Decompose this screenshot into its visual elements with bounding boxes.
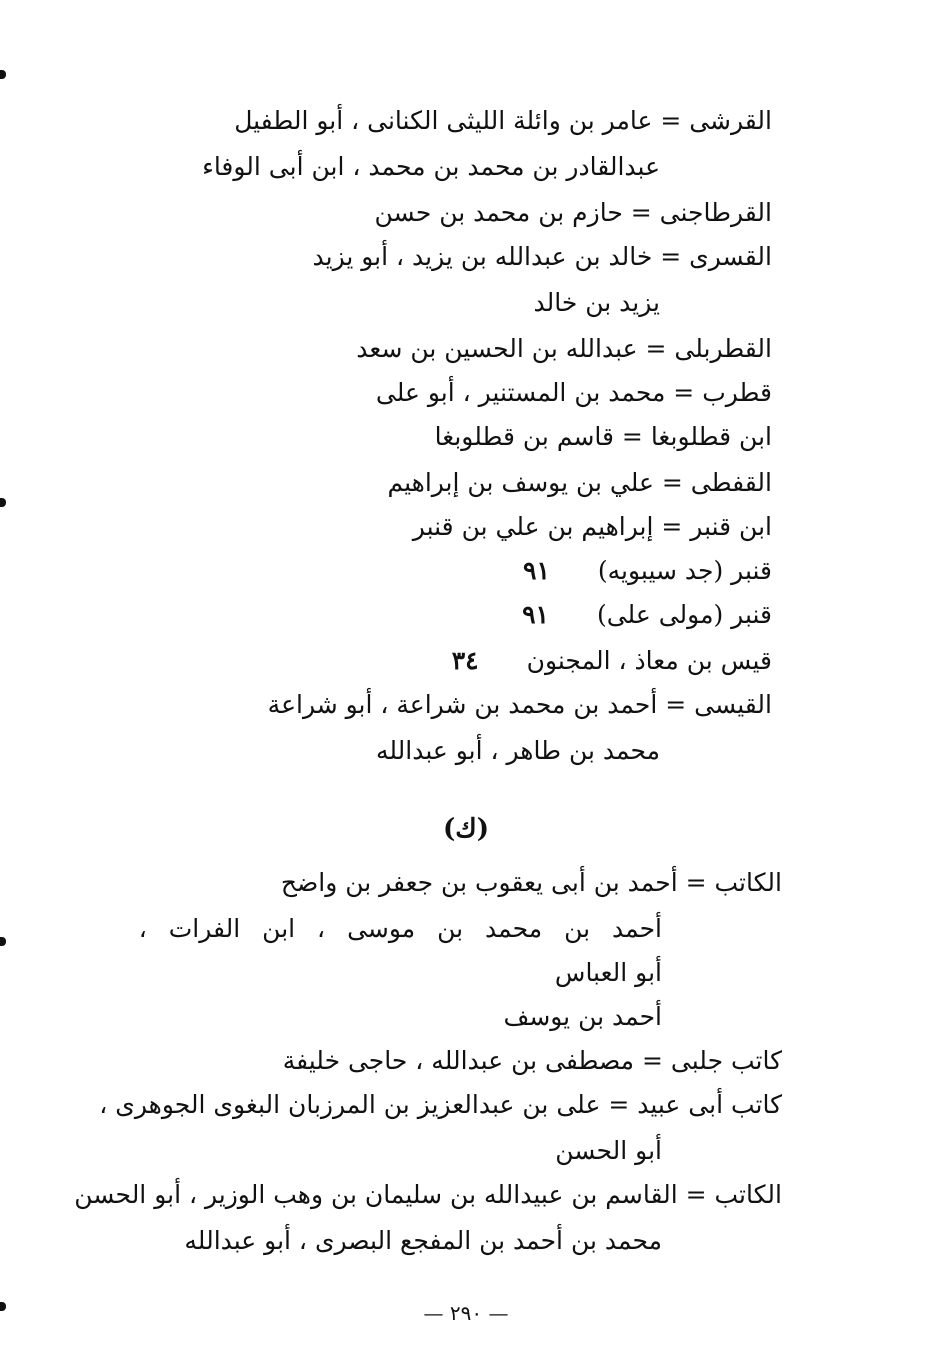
page-reference: ٣٤ xyxy=(451,646,479,675)
page-reference: ٩١ xyxy=(522,600,549,629)
index-entry: القرطاجنى = حازم بن محمد بن حسن xyxy=(374,198,772,227)
index-entry: قطرب = محمد بن المستنير ، أبو على xyxy=(375,378,772,407)
page-number: — ٢٩٠ — xyxy=(423,1301,509,1325)
index-entry: الكاتب = أحمد بن أبى يعقوب بن جعفر بن واضح xyxy=(280,868,782,897)
page-reference: ٩١ xyxy=(523,556,550,585)
index-entry: القرشى = عامر بن وائلة الليثى الكنانى ، أبو الطفيل xyxy=(234,106,772,135)
index-entry-with-page xyxy=(452,644,772,678)
scan-mark xyxy=(0,498,6,507)
index-entry-continuation: أحمد بن محمد بن موسى ، ابن الفرات ، xyxy=(138,914,662,943)
index-entry-continuation: أبو الحسن xyxy=(555,1136,662,1165)
index-entry: القيسى = أحمد بن محمد بن شراعة ، أبو شراعة xyxy=(267,690,772,719)
index-entry-continuation: أبو العباس xyxy=(554,958,662,987)
index-entry: الكاتب = القاسم بن عبيدالله بن سليمان بن وهب الوزير ، أبو الحسن xyxy=(74,1180,782,1209)
index-entry-continuation: عبدالقادر بن محمد بن محمد ، ابن أبى الوفاء xyxy=(202,152,660,181)
index-entry: ابن قطلوبغا = قاسم بن قطلوبغا xyxy=(434,422,772,451)
scan-mark xyxy=(0,70,6,79)
entry-name: قيس بن معاذ ، المجنون xyxy=(526,646,772,675)
index-entry-with-page xyxy=(522,598,772,632)
index-entry-with-page xyxy=(523,554,772,588)
index-entry-continuation: محمد بن طاهر ، أبو عبدالله xyxy=(375,736,660,765)
index-entry: القطربلى = عبدالله بن الحسين بن سعد xyxy=(356,334,772,363)
index-entry: القفطى = علي بن يوسف بن إبراهيم xyxy=(387,468,772,497)
section-heading: (ك) xyxy=(442,814,490,844)
entry-name: قنبر (جد سيبويه) xyxy=(597,556,772,585)
index-entry: كاتب أبى عبيد = على بن عبدالعزيز بن المرزبان البغوى الجوهرى ، xyxy=(99,1090,782,1119)
index-entry-continuation: يزيد بن خالد xyxy=(533,288,660,317)
index-entry-continuation: أحمد بن يوسف xyxy=(503,1002,662,1031)
index-entry-continuation: محمد بن أحمد بن المفجع البصرى ، أبو عبدالله xyxy=(184,1226,662,1255)
scan-mark xyxy=(0,937,6,946)
entry-name: قنبر (مولى على) xyxy=(596,600,772,629)
index-entry: القسرى = خالد بن عبدالله بن يزيد ، أبو يزيد xyxy=(312,242,772,271)
index-entry: كاتب جلبى = مصطفى بن عبدالله ، حاجى خليفة xyxy=(282,1046,782,1075)
index-entry: ابن قنبر = إبراهيم بن علي بن قنبر xyxy=(412,512,772,541)
